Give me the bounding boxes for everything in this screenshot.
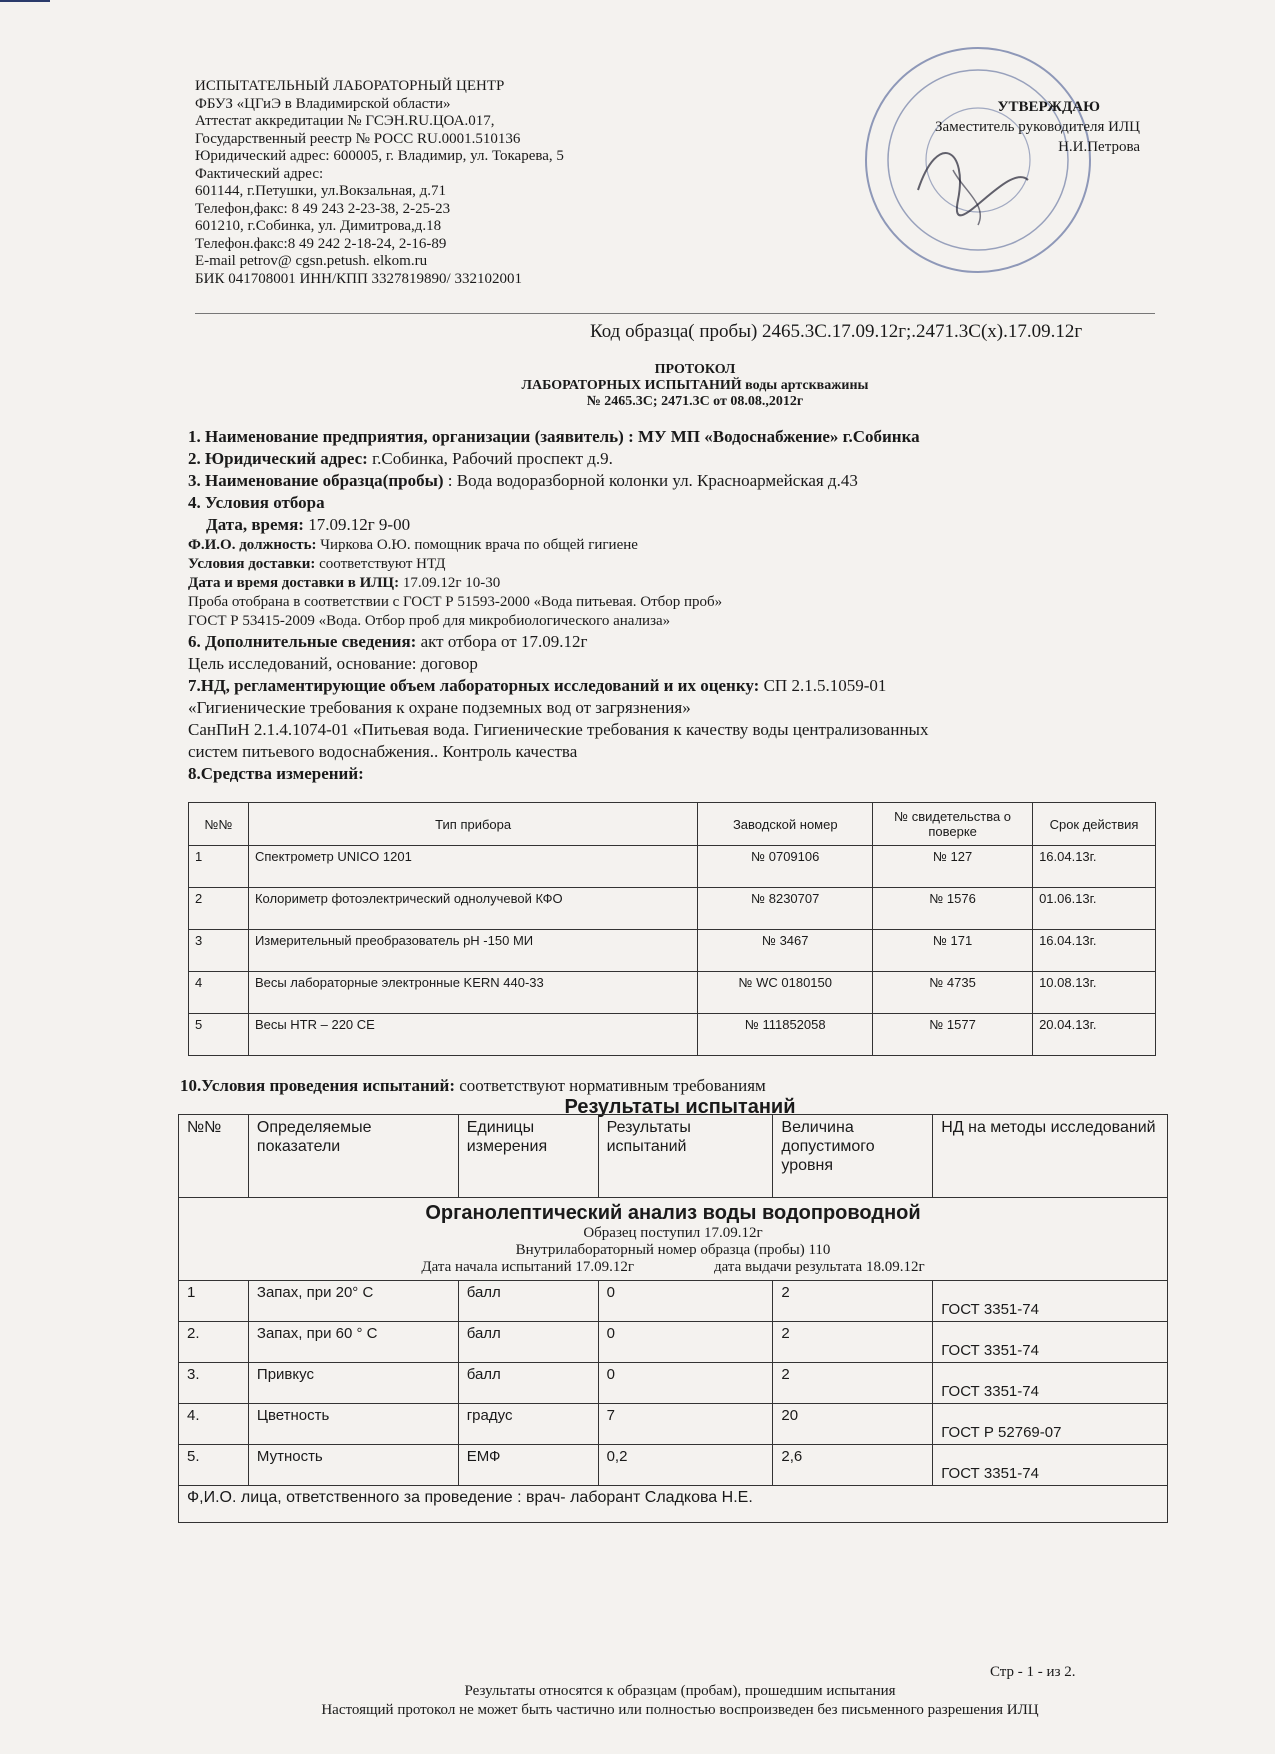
table-row — [189, 930, 1156, 972]
valid-until: 10.08.13г. — [1033, 972, 1156, 1014]
method-standard: ГОСТ 3351-74 — [933, 1281, 1168, 1322]
lab-header — [195, 78, 755, 288]
column-header: Срок действия — [1033, 803, 1156, 846]
sampler-fio-label: Ф.И.О. должность: — [188, 537, 317, 553]
protocol-title-block — [195, 362, 1195, 410]
certificate-number: № 1576 — [873, 888, 1033, 930]
item-4 — [188, 492, 1188, 514]
page-number: Стр - 1 - из 2. — [990, 1664, 1076, 1680]
item-8 — [188, 763, 1188, 785]
item-7-line-4: систем питьевого водоснабжения.. Контроль качества — [188, 742, 578, 761]
sample-code: Код образца( пробы) 2465.3С.17.09.12г;.2471.3С(х).17.09.12г — [590, 321, 1083, 342]
method-standard: ГОСТ 3351-74 — [933, 1322, 1168, 1363]
sample-received: Образец поступил 17.09.12г — [583, 1225, 763, 1241]
item-3-value: : Вода водоразборной колонки ул. Красноармейская д.43 — [443, 471, 858, 490]
result-value: 0 — [598, 1363, 773, 1404]
delivery-datetime — [188, 574, 1188, 593]
column-header: Определяемые показатели — [248, 1115, 458, 1198]
result-value: 7 — [598, 1404, 773, 1445]
delivery-conditions-value: соответствуют НТД — [315, 556, 446, 572]
indicator: Запах, при 20° С — [248, 1281, 458, 1322]
header-line: E-mail petrov@ cgsn.petush. elkom.ru — [195, 253, 428, 269]
protocol-items — [188, 426, 1188, 785]
serial-number: № 3467 — [698, 930, 873, 972]
serial-number: № 111852058 — [698, 1014, 873, 1056]
internal-sample-number: Внутрилабораторный номер образца (пробы) 110 — [515, 1242, 831, 1258]
item-7-label: 7.НД, регламентирующие объем лабораторных исследований и их оценку: — [188, 676, 760, 695]
section-row — [179, 1198, 1168, 1281]
result-value: 0 — [598, 1322, 773, 1363]
item-1-label: 1. Наименование предприятия, организации (заявитель) : — [188, 427, 634, 446]
column-header: Результаты испытаний — [598, 1115, 773, 1198]
instrument-type: Колориметр фотоэлектрический однолучевой КФО — [248, 888, 697, 930]
unit: градус — [458, 1404, 598, 1445]
protocol-number: № 2465.3С; 2471.3С от 08.08.,2012г — [586, 394, 804, 409]
result-value: 0,2 — [598, 1445, 773, 1486]
item-7-line-2: «Гигиенические требования к охране подземных вод от загрязнения» — [188, 698, 691, 717]
responsible-person: Ф,И.О. лица, ответственного за проведение : врач- лаборант Сладкова Н.Е. — [179, 1486, 1168, 1523]
test-conditions — [180, 1076, 766, 1096]
row-number: 3 — [189, 930, 249, 972]
indicator: Мутность — [248, 1445, 458, 1486]
unit: балл — [458, 1363, 598, 1404]
delivery-datetime-label: Дата и время доставки в ИЛЦ: — [188, 575, 400, 591]
table-row — [179, 1322, 1168, 1363]
certificate-number: № 171 — [873, 930, 1033, 972]
table-row — [179, 1281, 1168, 1322]
result-issue-date: дата выдачи результата 18.09.12г — [714, 1259, 925, 1275]
item-6-label: 6. Дополнительные сведения: — [188, 632, 417, 651]
column-header: Тип прибора — [248, 803, 697, 846]
unit: балл — [458, 1281, 598, 1322]
row-number: 5. — [179, 1445, 249, 1486]
item-1 — [188, 426, 1188, 448]
row-number: 2. — [179, 1322, 249, 1363]
header-line: 601210, г.Собинка, ул. Димитрова,д.18 — [195, 218, 442, 234]
sampler-fio — [188, 536, 1188, 555]
serial-number: № 0709106 — [698, 846, 873, 888]
item-4-datetime-label: Дата, время: — [206, 515, 304, 534]
table-row — [189, 888, 1156, 930]
certificate-number: № 4735 — [873, 972, 1033, 1014]
item-2 — [188, 448, 1188, 470]
instrument-type: Измерительный преобразователь рН -150 МИ — [248, 930, 697, 972]
protocol-title: ПРОТОКОЛ — [654, 362, 736, 377]
section-cell — [179, 1198, 1168, 1281]
indicator: Привкус — [248, 1363, 458, 1404]
item-4-datetime — [188, 514, 1188, 536]
test-conditions-label: 10.Условия проведения испытаний: — [180, 1076, 455, 1095]
valid-until: 20.04.13г. — [1033, 1014, 1156, 1056]
instruments-header-row — [189, 803, 1156, 846]
item-4-label: 4. Условия отбора — [188, 493, 325, 512]
row-number: 1 — [179, 1281, 249, 1322]
item-2-label: 2. Юридический адрес: — [188, 449, 368, 468]
instruments-table — [188, 802, 1156, 1056]
test-dates — [183, 1259, 1163, 1276]
indicator: Цветность — [248, 1404, 458, 1445]
protocol-subtitle: ЛАБОРАТОРНЫХ ИСПЫТАНИЙ воды артскважины — [521, 378, 869, 393]
header-line: ИСПЫТАТЕЛЬНЫЙ ЛАБОРАТОРНЫЙ ЦЕНТР — [195, 78, 505, 94]
item-2-value: г.Собинка, Рабочий проспект д.9. — [367, 449, 613, 468]
results-header-row — [179, 1115, 1168, 1198]
serial-number: № WC 0180150 — [698, 972, 873, 1014]
method-standard: ГОСТ 3351-74 — [933, 1363, 1168, 1404]
header-divider — [195, 313, 1155, 314]
sampling-gost-1: Проба отобрана в соответствии с ГОСТ Р 51593-2000 «Вода питьевая. Отбор проб» — [188, 594, 723, 610]
header-line: ФБУЗ «ЦГиЭ в Владимирской области» — [195, 95, 451, 112]
delivery-conditions — [188, 555, 1188, 574]
item-3 — [188, 470, 1188, 492]
sampling-gost-2: ГОСТ Р 53415-2009 «Вода. Отбор проб для микробиологического анализа» — [188, 613, 671, 629]
serial-number: № 8230707 — [698, 888, 873, 930]
delivery-conditions-label: Условия доставки: — [188, 556, 316, 572]
instrument-type: Весы HTR – 220 CE — [248, 1014, 697, 1056]
row-number: 5 — [189, 1014, 249, 1056]
row-number: 2 — [189, 888, 249, 930]
column-header: № свидетельства о поверке — [873, 803, 1033, 846]
item-3-label: 3. Наименование образца(пробы) — [188, 471, 444, 490]
method-standard: ГОСТ 3351-74 — [933, 1445, 1168, 1486]
item-7 — [188, 675, 1188, 697]
header-line: БИК 041708001 ИНН/КПП 3327819890/ 332102001 — [195, 270, 522, 287]
results-title: Результаты испытаний — [564, 1096, 796, 1118]
permissible-level: 2 — [773, 1281, 933, 1322]
table-row — [179, 1404, 1168, 1445]
table-row — [189, 1014, 1156, 1056]
instrument-type: Весы лабораторные электронные KERN 440-33 — [248, 972, 697, 1014]
item-6-value: акт отбора от 17.09.12г — [416, 632, 588, 651]
results-table — [178, 1114, 1168, 1523]
approval-position: Заместитель руководителя ИЛЦ — [935, 119, 1140, 135]
permissible-level: 20 — [773, 1404, 933, 1445]
approval-title: УТВЕРЖДАЮ — [997, 99, 1100, 115]
table-row — [179, 1445, 1168, 1486]
section-title: Органолептический анализ воды водопроводной — [425, 1202, 921, 1224]
item-8-label: 8.Средства измерений: — [188, 764, 364, 783]
sampler-fio-value: Чиркова О.Ю. помощник врача по общей гигиене — [316, 537, 638, 553]
certificate-number: № 1577 — [873, 1014, 1033, 1056]
header-line: Аттестат аккредитации № ГСЭН.RU.ЦОА.017, — [195, 113, 495, 129]
item-4-datetime-value: 17.09.12г 9-00 — [303, 515, 411, 534]
approval-name: Н.И.Петрова — [1058, 139, 1140, 155]
permissible-level: 2 — [773, 1363, 933, 1404]
test-start-date: Дата начала испытаний 17.09.12г — [421, 1259, 635, 1275]
table-row — [189, 972, 1156, 1014]
row-number: 4 — [189, 972, 249, 1014]
item-7-value: СП 2.1.5.1059-01 — [759, 676, 887, 695]
column-header: НД на методы исследований — [933, 1115, 1168, 1198]
delivery-datetime-value: 17.09.12г 10-30 — [399, 575, 501, 591]
column-header: №№ — [189, 803, 249, 846]
method-standard: ГОСТ Р 52769-07 — [933, 1404, 1168, 1445]
official-seal-stamp — [858, 40, 1098, 280]
item-6 — [188, 631, 1188, 653]
certificate-number: № 127 — [873, 846, 1033, 888]
footer-note-1: Результаты относятся к образцам (пробам), прошедшим испытания — [464, 1683, 896, 1699]
approval-block — [880, 97, 1140, 157]
scan-edge-mark — [0, 0, 50, 16]
valid-until: 16.04.13г. — [1033, 930, 1156, 972]
valid-until: 16.04.13г. — [1033, 846, 1156, 888]
column-header: Величина допустимого уровня — [773, 1115, 933, 1198]
table-row — [189, 846, 1156, 888]
item-1-value: МУ МП «Водоснабжение» г.Собинка — [633, 427, 920, 446]
research-purpose: Цель исследований, основание: договор — [188, 654, 478, 673]
table-row — [179, 1363, 1168, 1404]
test-conditions-value: соответствуют нормативным требованиям — [455, 1076, 766, 1095]
footer-note-2: Настоящий протокол не может быть частично или полностью воспроизведен без письменного разрешения ИЛЦ — [321, 1702, 1039, 1718]
header-line: Государственный реестр № РОСС RU.0001.510136 — [195, 130, 521, 147]
item-7-line-3: СанПиН 2.1.4.1074-01 «Питьевая вода. Гигиенические требования к качеству воды централизованных — [188, 720, 929, 739]
header-line: Юридический адрес: 600005, г. Владимир, ул. Токарева, 5 — [195, 148, 564, 164]
responsible-row — [179, 1486, 1168, 1523]
permissible-level: 2,6 — [773, 1445, 933, 1486]
indicator: Запах, при 60 ° С — [248, 1322, 458, 1363]
row-number: 1 — [189, 846, 249, 888]
header-line: Фактический адрес: — [195, 165, 324, 182]
column-header: Заводской номер — [698, 803, 873, 846]
row-number: 4. — [179, 1404, 249, 1445]
instrument-type: Спектрометр UNICO 1201 — [248, 846, 697, 888]
header-line: 601144, г.Петушки, ул.Вокзальная, д.71 — [195, 183, 447, 199]
result-value: 0 — [598, 1281, 773, 1322]
unit: балл — [458, 1322, 598, 1363]
header-line: Телефон,факс: 8 49 243 2-23-38, 2-25-23 — [195, 200, 451, 217]
valid-until: 01.06.13г. — [1033, 888, 1156, 930]
header-line: Телефон.факс:8 49 242 2-18-24, 2-16-89 — [195, 235, 447, 252]
permissible-level: 2 — [773, 1322, 933, 1363]
row-number: 3. — [179, 1363, 249, 1404]
unit: ЕМФ — [458, 1445, 598, 1486]
column-header: №№ — [179, 1115, 249, 1198]
column-header: Единицы измерения — [458, 1115, 598, 1198]
